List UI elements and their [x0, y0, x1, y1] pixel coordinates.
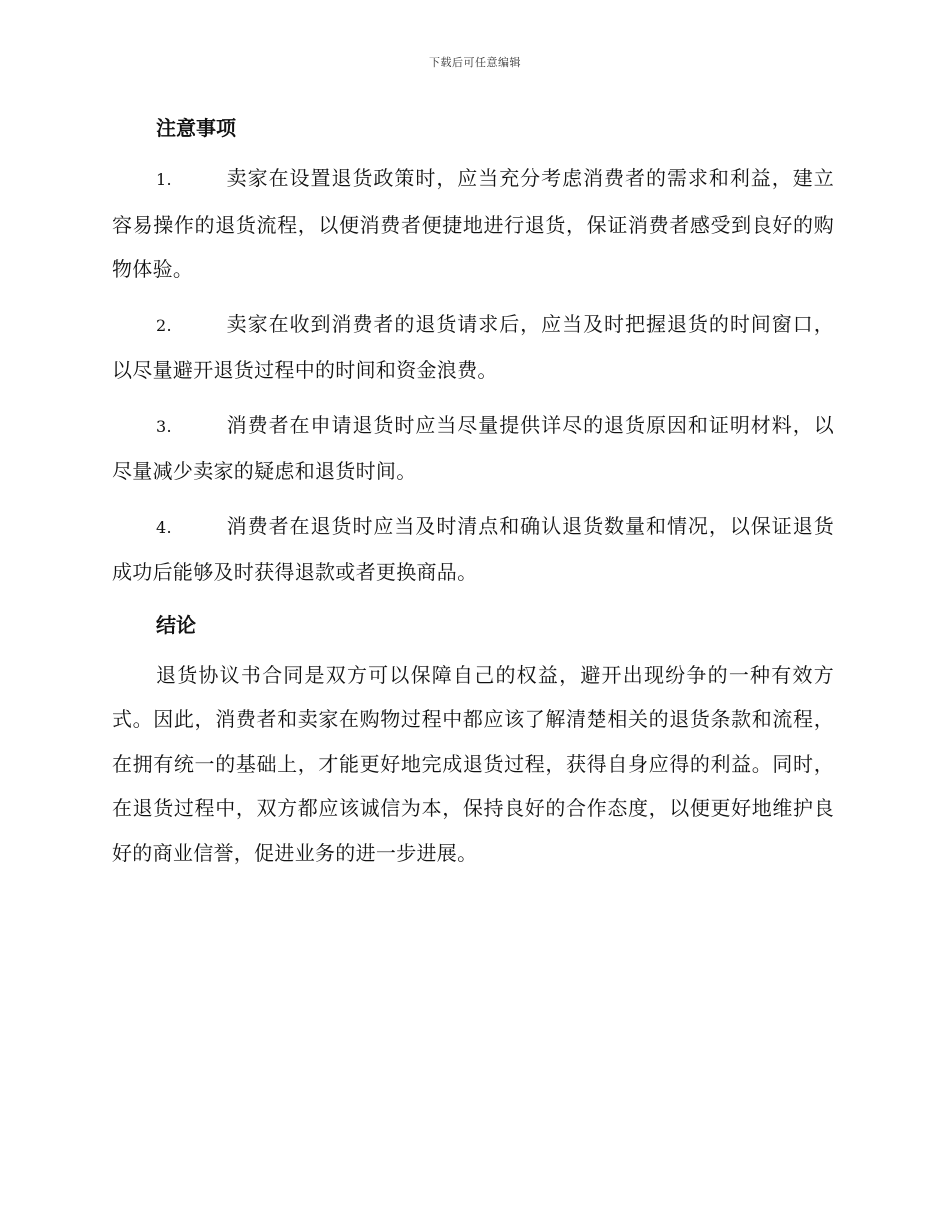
list-item-text: 卖家在收到消费者的退货请求后，应当及时把握退货的时间窗口，以尽量避开退货过程中的时间和资金浪费。 [112, 311, 834, 382]
section-title-conclusion: 结论 [156, 612, 196, 637]
list-item-number: 2. [156, 315, 172, 335]
list-item-number: 3. [156, 416, 172, 436]
list-item-number: 4. [156, 517, 172, 537]
list-item-text: 卖家在设置退货政策时，应当充分考虑消费者的需求和利益，建立容易操作的退货流程，以便消费者便捷地进行退货，保证消费者感受到良好的购物体验。 [112, 166, 834, 281]
section-title-notes: 注意事项 [156, 116, 236, 140]
list-item [112, 504, 834, 595]
list-item [112, 156, 834, 292]
header-note: 下载后可任意编辑 [429, 56, 521, 69]
list-item-text: 消费者在退货时应当及时清点和确认退货数量和情况，以保证退货成功后能够及时获得退款或者更换商品。 [112, 513, 834, 584]
conclusion-paragraph: 退货协议书合同是双方可以保障自己的权益，避开出现纷争的一种有效方式。因此，消费者和卖家在购物过程中都应该了解清楚相关的退货条款和流程，在拥有统一的基础上，才能更好地完成退货过程，获得自身应得的利益。同时，在退货过程中，双方都应该诚信为本，保持良好的合作态度，以便更好地维护良好的商业信誉，促进业务的进一步进展。 [112, 662, 834, 865]
list-item [112, 302, 834, 393]
list-item [112, 403, 834, 494]
list-item-number: 1. [156, 170, 172, 189]
document-body [112, 112, 834, 875]
list-item-text: 消费者在申请退货时应当尽量提供详尽的退货原因和证明材料，以尽量减少卖家的疑虑和退货时间。 [112, 412, 834, 483]
